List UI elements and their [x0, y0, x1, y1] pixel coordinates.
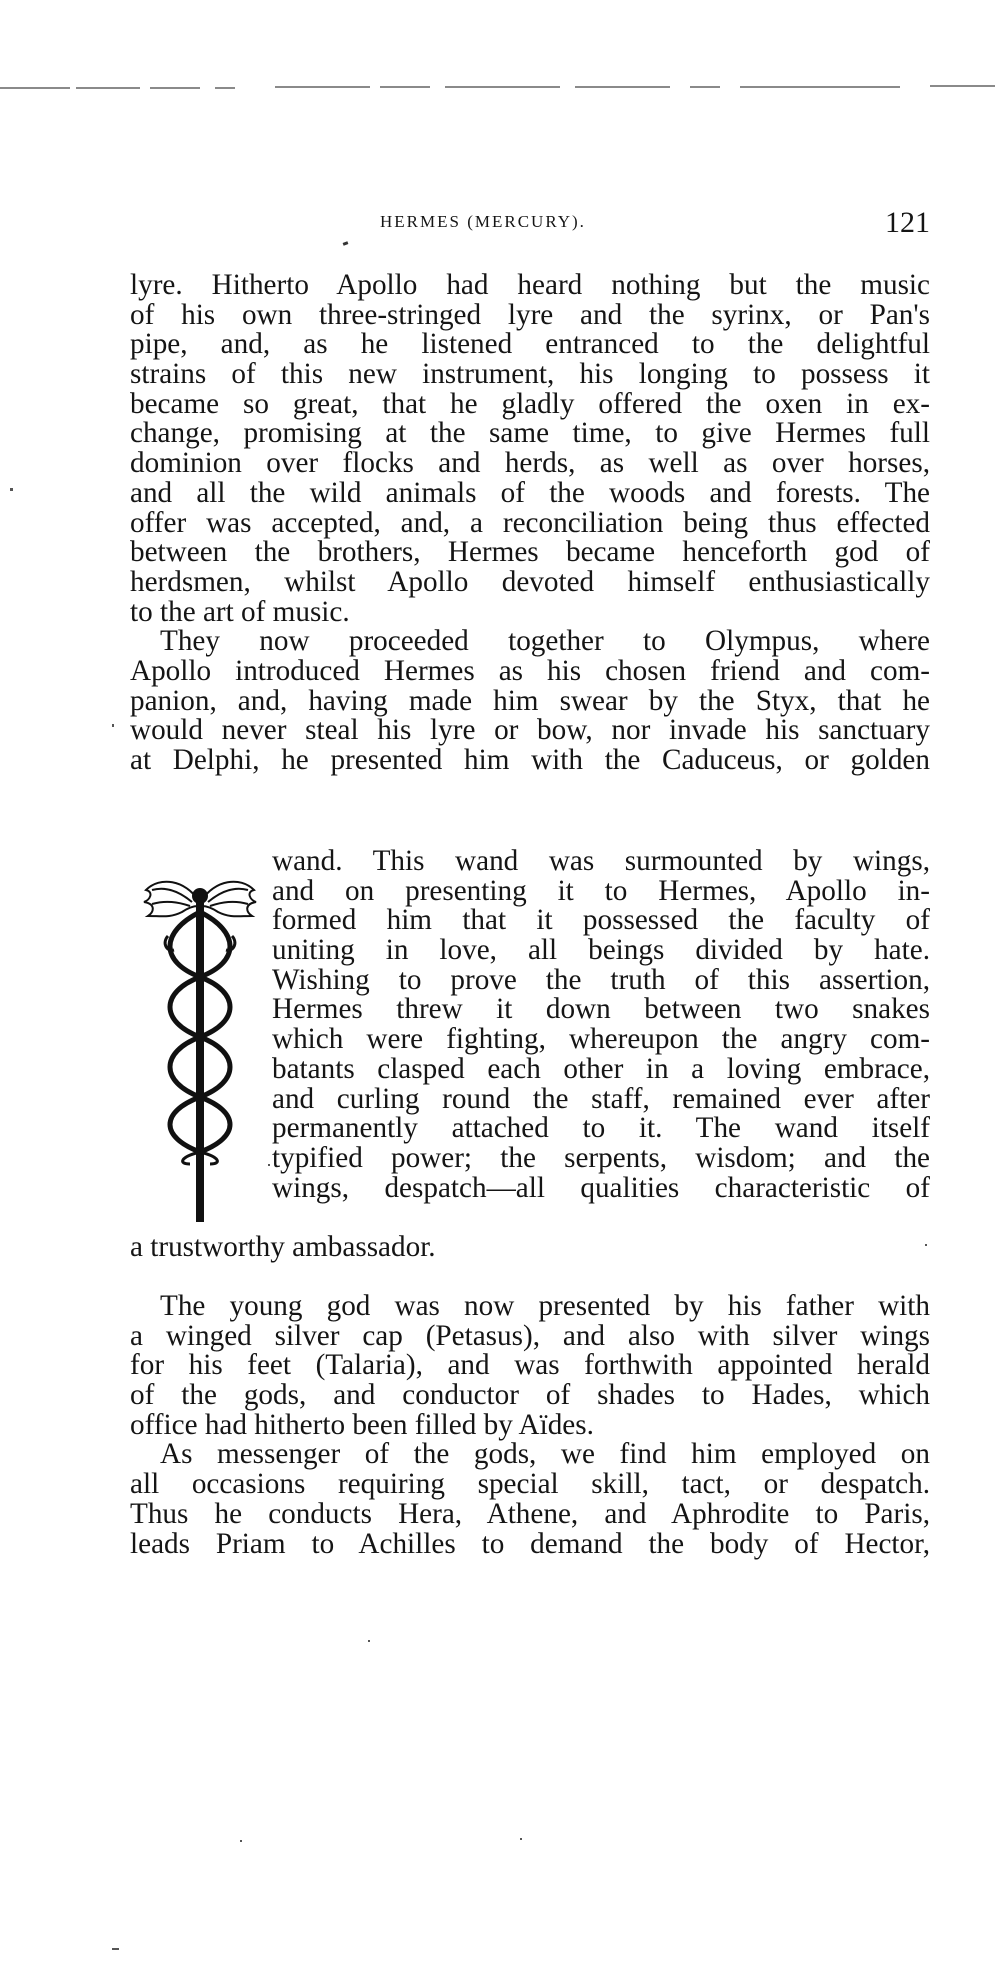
- text-line: dominion over flocks and herds, as well as over horses,: [130, 447, 930, 480]
- text-line: Wishing to prove the truth of this assertion,: [272, 963, 930, 996]
- print-mark: [343, 241, 349, 246]
- text-line: formed him that it possessed the faculty of: [272, 904, 930, 937]
- text-line: Hermes threw it down between two snakes: [272, 993, 930, 1026]
- text-line: Thus he conducts Hera, Athene, and Aphrodite to Paris,: [130, 1497, 930, 1530]
- text-line: Apollo introduced Hermes as his chosen friend and com-: [130, 654, 930, 687]
- text-line: to the art of music.: [130, 595, 350, 628]
- text-line: lyre. Hitherto Apollo had heard nothing but the music: [130, 269, 930, 301]
- text-line: strains of this new instrument, his longing to possess it: [130, 358, 930, 391]
- running-head: HERMES (MERCURY).: [380, 212, 586, 231]
- text-line: for his feet (Talaria), and was forthwith appointed herald: [130, 1349, 930, 1382]
- caduceus-icon: [140, 872, 260, 1222]
- text-line: and on presenting it to Hermes, Apollo in-: [272, 874, 930, 907]
- page-header: [130, 202, 930, 242]
- text-line: change, promising at the same time, to give Hermes full: [130, 417, 930, 450]
- text-line: at Delphi, he presented him with the Caduceus, or golden: [130, 744, 930, 776]
- paragraph-2-wrap: [272, 847, 930, 1203]
- text-line: between the brothers, Hermes became henceforth god of: [130, 536, 930, 569]
- scan-artifact-line: [0, 84, 1000, 92]
- text-line: office had hitherto been filled by Aïdes.: [130, 1408, 594, 1441]
- text-line: herdsmen, whilst Apollo devoted himself enthusiastically: [130, 565, 930, 598]
- text-line: typified power; the serpents, wisdom; and the: [272, 1141, 930, 1174]
- text-line: leads Priam to Achilles to demand the body of Hector,: [130, 1527, 930, 1560]
- text-line: The young god was now presented by his father with: [160, 1290, 930, 1322]
- paragraphs-3-4: [130, 1292, 930, 1559]
- text-line: wand. This wand was surmounted by wings,: [272, 845, 930, 877]
- paragraph-1: [130, 271, 930, 776]
- text-line: permanently attached to it. The wand itself: [272, 1112, 930, 1145]
- text-line: a trustworthy ambassador.: [130, 1231, 436, 1263]
- text-line: uniting in love, all beings divided by hate.: [272, 934, 930, 967]
- text-line: wings, despatch—all qualities characteristic of: [272, 1171, 930, 1204]
- text-line: which were fighting, whereupon the angry com-: [272, 1023, 930, 1056]
- paragraph-2-end: [130, 1233, 930, 1263]
- text-line: As messenger of the gods, we find him employed on: [160, 1438, 930, 1471]
- text-line: all occasions requiring special skill, tact, or despatch.: [130, 1468, 930, 1501]
- text-line: became so great, that he gladly offered the oxen in ex-: [130, 387, 930, 420]
- text-line: and all the wild animals of the woods and forests. The: [130, 476, 930, 509]
- text-line: batants clasped each other in a loving embrace,: [272, 1052, 930, 1085]
- text-line: would never steal his lyre or bow, nor invade his sanctuary: [130, 714, 930, 747]
- text-line: They now proceeded together to Olympus, where: [160, 625, 930, 658]
- page-number: 121: [885, 206, 930, 239]
- text-line: and curling round the staff, remained ever after: [272, 1082, 930, 1115]
- text-line: offer was accepted, and, a reconciliation being thus effected: [130, 506, 930, 539]
- text-line: of his own three-stringed lyre and the syrinx, or Pan's: [130, 298, 930, 331]
- text-line: pipe, and, as he listened entranced to the delightful: [130, 328, 930, 361]
- text-line: a winged silver cap (Petasus), and also with silver wings: [130, 1319, 930, 1352]
- text-line: of the gods, and conductor of shades to Hades, which: [130, 1379, 930, 1412]
- text-line: panion, and, having made him swear by the Styx, that he: [130, 684, 930, 717]
